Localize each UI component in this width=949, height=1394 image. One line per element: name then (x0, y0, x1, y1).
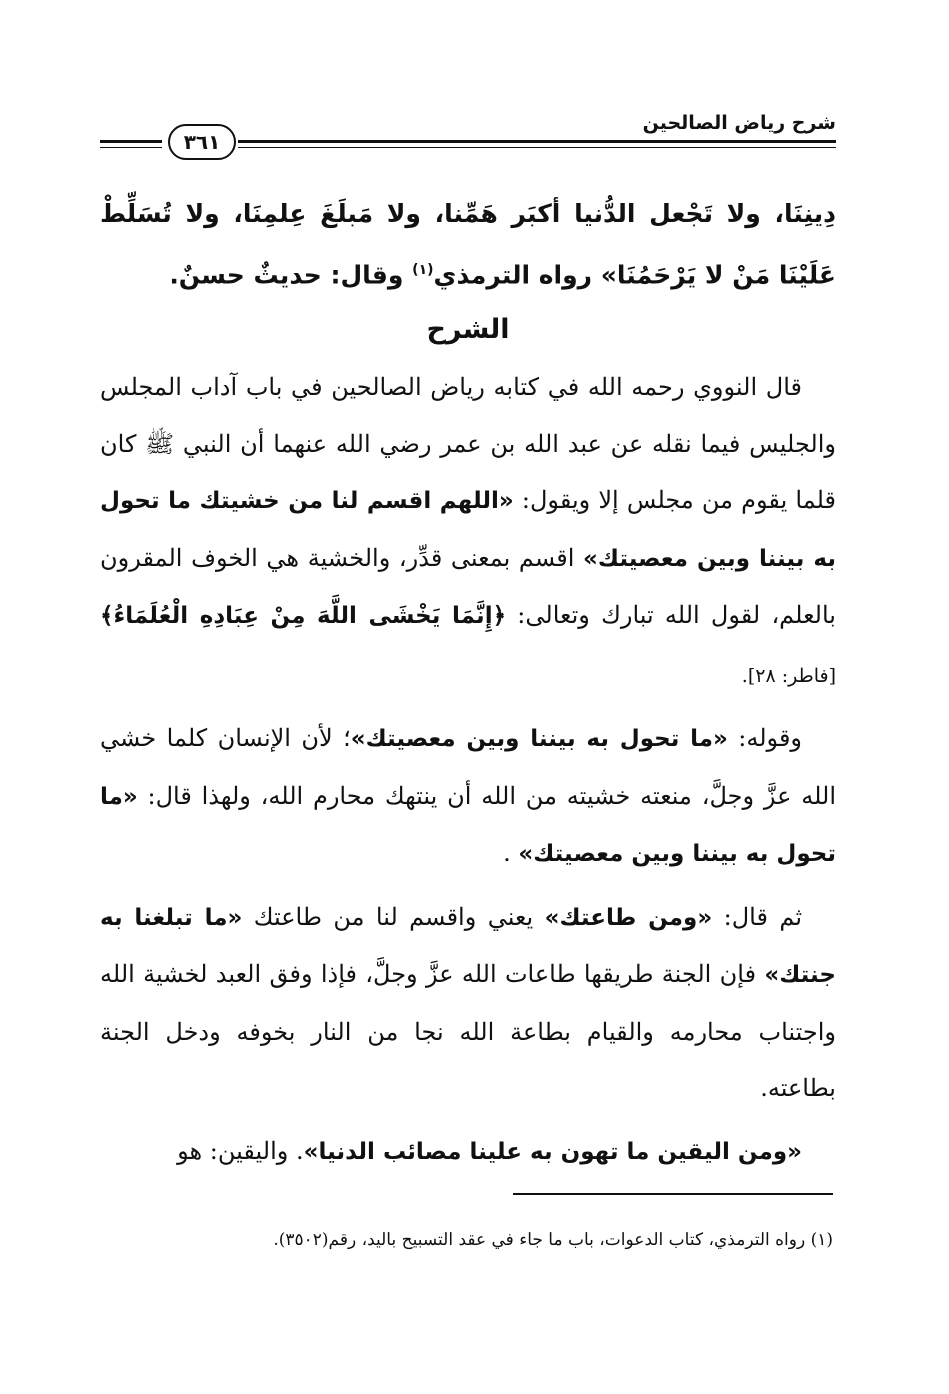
paragraph-1 (100, 359, 836, 704)
text-run: . (503, 839, 519, 868)
footnote-marker: (١) (412, 262, 434, 278)
page-number: ٣٦١ (168, 124, 236, 160)
text-run: يعني واقسم لنا من طاعتك (242, 902, 545, 931)
quote: «ومن اليقين ما تهون به علينا مصائب الدنيا» (303, 1138, 802, 1165)
header-rule-short (100, 140, 162, 148)
text-run: . واليقين: هو (177, 1136, 304, 1165)
quote: «ما تحول به بيننا وبين معصيتك» (350, 726, 728, 753)
paragraph-2 (100, 710, 836, 883)
verse-reference: [فاطر: ٢٨]. (741, 664, 836, 687)
text-run: قال النووي رحمه الله في كتابه رياض الصالحين في باب آداب المجلس والجليس فيما نقله عن عبد الله بن عمر رضي الله عنهما أن النبي ﷺ كان قلما يقوم من مجلس إلا ويقول: (100, 373, 836, 515)
book-title: شرح رياض الصالحين (642, 112, 836, 134)
page-body (100, 186, 836, 1186)
paragraph-4 (100, 1123, 836, 1181)
quote: «ما تبلغنا به جنتك» (100, 904, 836, 989)
hadith-text (100, 186, 836, 303)
quote: «اللهم اقسم لنا من خشيتك ما تحول به بيننا وبين معصيتك» (100, 488, 836, 572)
section-heading: الشرح (426, 314, 510, 346)
paragraph-3 (100, 889, 836, 1117)
page-header (100, 108, 836, 158)
text-run: ثم قال: (712, 902, 802, 931)
text-run: ؛ لأن الإنسان كلما خشي الله عزَّ وجلَّ، منعته خشيته من الله أن ينتهك محارم الله، ولهذا قال: (100, 724, 836, 810)
quote: «ومن طاعتك» (544, 904, 713, 931)
footnote: (١) رواه الترمذي، كتاب الدعوات، باب ما جاء في عقد التسبيح باليد، رقم(٣٥٠٢). (273, 1230, 833, 1250)
text-run: وقوله: (727, 724, 803, 753)
footnote-separator (513, 1193, 833, 1195)
text-run: اقسم بمعنى قدِّر، والخشية هي الخوف المقرون بالعلم، لقول الله تبارك وتعالى: (100, 543, 836, 630)
header-rule-long (238, 140, 836, 148)
hadith-tail: وقال: حديثٌ حسنٌ. (169, 260, 413, 290)
quran-verse: ﴿إِنَّمَا يَخْشَى اللَّهَ مِنْ عِبَادِهِ الْعُلَمَاءُ﴾ (100, 603, 507, 630)
text-run: فإن الجنة طريقها طاعات الله عزَّ وجلَّ، فإذا وفق العبد لخشية الله واجتناب محارمه والقيام بطاعة الله نجا من النار بخوفه ودخل الجنة بطاعته. (100, 960, 836, 1103)
quote: «ما تحول به بيننا وبين معصيتك» (100, 783, 836, 868)
hadith-line: دِينِنَا، ولا تَجْعل الدُّنيا أكبَر هَمِّنا، ولا مَبلَغَ عِلمِنَا، ولا تُسَلِّطْ عَلَيْنَا مَنْ لا يَرْحَمُنَا» رواه الترمذي (100, 199, 836, 290)
